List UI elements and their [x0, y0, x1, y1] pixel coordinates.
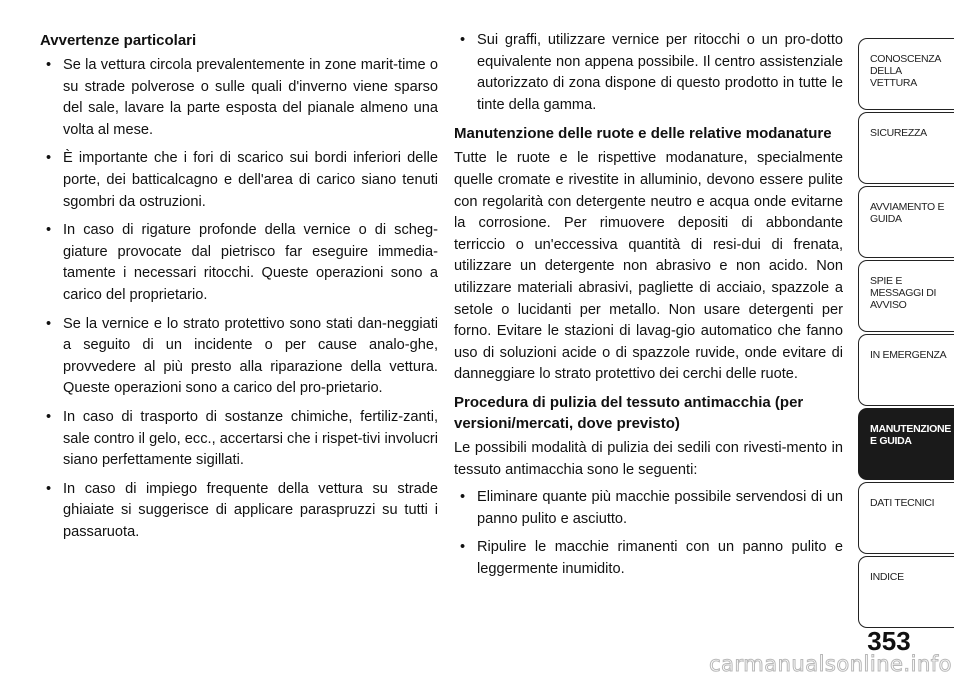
left-column — [40, 30, 438, 550]
list-item: • Se la vettura circola prevalentemente in zone marit-time o su strade polverose o sulle quali d'inverno viene sparso del sale, lavare la parte esposta del pianale almeno una volta al mese. — [40, 55, 438, 141]
list-item: • Se la vernice e lo strato protettivo sono stati dan-neggiati a seguito di un incidente o per cause analo-ghe, provvedere al più presto alla riparazione della vettura. Queste operazioni sono a carico del pro-prietario. — [40, 314, 438, 400]
tab-avviamento-e-guida[interactable]: AVVIAMENTO E GUIDA — [858, 186, 954, 258]
watermark: carmanualsonline.info — [709, 652, 952, 676]
fabric-list — [454, 487, 843, 580]
list-item: • Sui graffi, utilizzare vernice per ritocchi o un pro-dotto equivalente non appena possibile. Il centro assistenziale autorizzato di zona dispone di questo prodotto in tutte le tinte della gamma. — [454, 30, 843, 116]
tab-in-emergenza[interactable]: IN EMERGENZA — [858, 334, 954, 406]
scratch-list — [454, 30, 843, 116]
list-item: • In caso di trasporto di sostanze chimiche, fertiliz-zanti, sale contro il gelo, ecc., accertarsi che i rispet-tivi involucri siano perfettamente sigillati. — [40, 407, 438, 472]
tab-conoscenza-della-vettura[interactable]: CONOSCENZA DELLA VETTURA — [858, 38, 954, 110]
tab-dati-tecnici[interactable]: DATI TECNICI — [858, 482, 954, 554]
list-item: • È importante che i fori di scarico sui bordi inferiori delle porte, dei batticalcagno e dell'area di carico siano tenuti sgombri da ostruzioni. — [40, 148, 438, 213]
right-column — [454, 30, 843, 587]
tab-indice[interactable]: INDICE — [858, 556, 954, 628]
list-item: • In caso di impiego frequente della vettura su strade ghiaiate si suggerisce di applicare paraspruzzi su tutti i passaruota. — [40, 479, 438, 544]
list-item: • Eliminare quante più macchie possibile servendosi di un panno pulito e asciutto. — [454, 487, 843, 530]
chapter-tabs — [858, 0, 960, 678]
fabric-paragraph: Le possibili modalità di pulizia dei sedili con rivesti-mento in tessuto antimacchia sono le seguenti: — [454, 439, 843, 478]
page-number: 353 — [867, 626, 911, 656]
tab-sicurezza[interactable]: SICUREZZA — [858, 112, 954, 184]
list-item: • In caso di rigature profonde della vernice o di scheg-giature provocate dal pietrisco far eseguire immedia-tamente i necessari ritocchi. Queste operazioni sono a carico del proprietario. — [40, 220, 438, 306]
wheels-paragraph: Tutte le ruote e le rispettive modanature, specialmente quelle cromate e rivestite in alluminio, devono essere pulite con regolarità con detergente neutro e acqua onde evitarne la corrosione. Per rimuovere depositi di abbondante terriccio o un'eccessiva quantità di resi-dui di frenata, utilizzare un detergente non abrasivo e non acido. Non utilizzare materiali abrasivi, pagliette di acciaio, spazzole a setole o lucidanti per metallo. Non usare detergenti per forno. Evitare le stazioni di lavag-gio automatico che fanno uso di soluzioni acide o di spazzole ruvide, onde evitare di danneggiare lo strato protettivo dei cerchi delle ruote. — [454, 150, 843, 383]
list-item: • Ripulire le macchie rimanenti con un panno pulito e leggermente inumidito. — [454, 537, 843, 580]
tab-manutenzione-e-guida[interactable]: MANUTENZIONE E GUIDA — [858, 408, 954, 480]
warning-list — [40, 55, 438, 543]
section-heading-fabric: Procedura di pulizia del tessuto antimacchia (per versioni/mercati, dove previsto) — [454, 393, 804, 432]
section-heading-special-warnings: Avvertenze particolari — [40, 32, 197, 49]
tab-spie-e-messaggi[interactable]: SPIE E MESSAGGI DI AVVISO — [858, 260, 954, 332]
section-heading-wheels: Manutenzione delle ruote e delle relative modanature — [454, 125, 832, 143]
